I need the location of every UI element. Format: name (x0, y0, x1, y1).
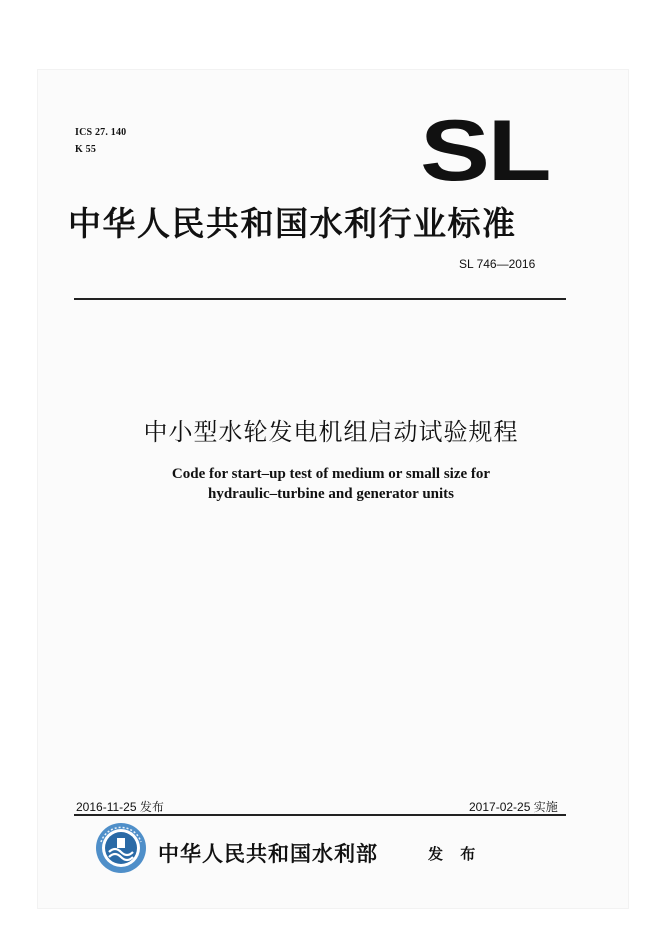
implement-date-value: 2017-02-25 (469, 800, 531, 814)
bottom-divider (74, 814, 566, 816)
implement-label: 实施 (533, 800, 558, 814)
publish-label: 发布 (139, 800, 164, 814)
publish-date (76, 798, 164, 815)
issuing-ministry: 中华人民共和国水利部 (158, 841, 378, 866)
ics-code: ICS 27. 140 (75, 127, 127, 138)
publish-date-value: 2016-11-25 (76, 800, 137, 814)
implement-date (469, 798, 558, 815)
issue-label: 发 布 (428, 845, 482, 863)
chinese-title: 中小型水轮发电机组启动试验规程 (143, 418, 519, 446)
english-title-line-2: hydraulic–turbine and generator units (208, 486, 454, 502)
standard-series-title: 中华人民共和国水利行业标准 (68, 204, 517, 243)
sl-logo: SL (420, 103, 550, 199)
top-divider (74, 298, 566, 300)
ministry-seal-icon (95, 822, 147, 874)
english-title-line-1: Code for start–up test of medium or small size for (171, 466, 491, 482)
k-code: K 55 (75, 144, 97, 155)
standard-number: SL 746—2016 (459, 257, 536, 271)
